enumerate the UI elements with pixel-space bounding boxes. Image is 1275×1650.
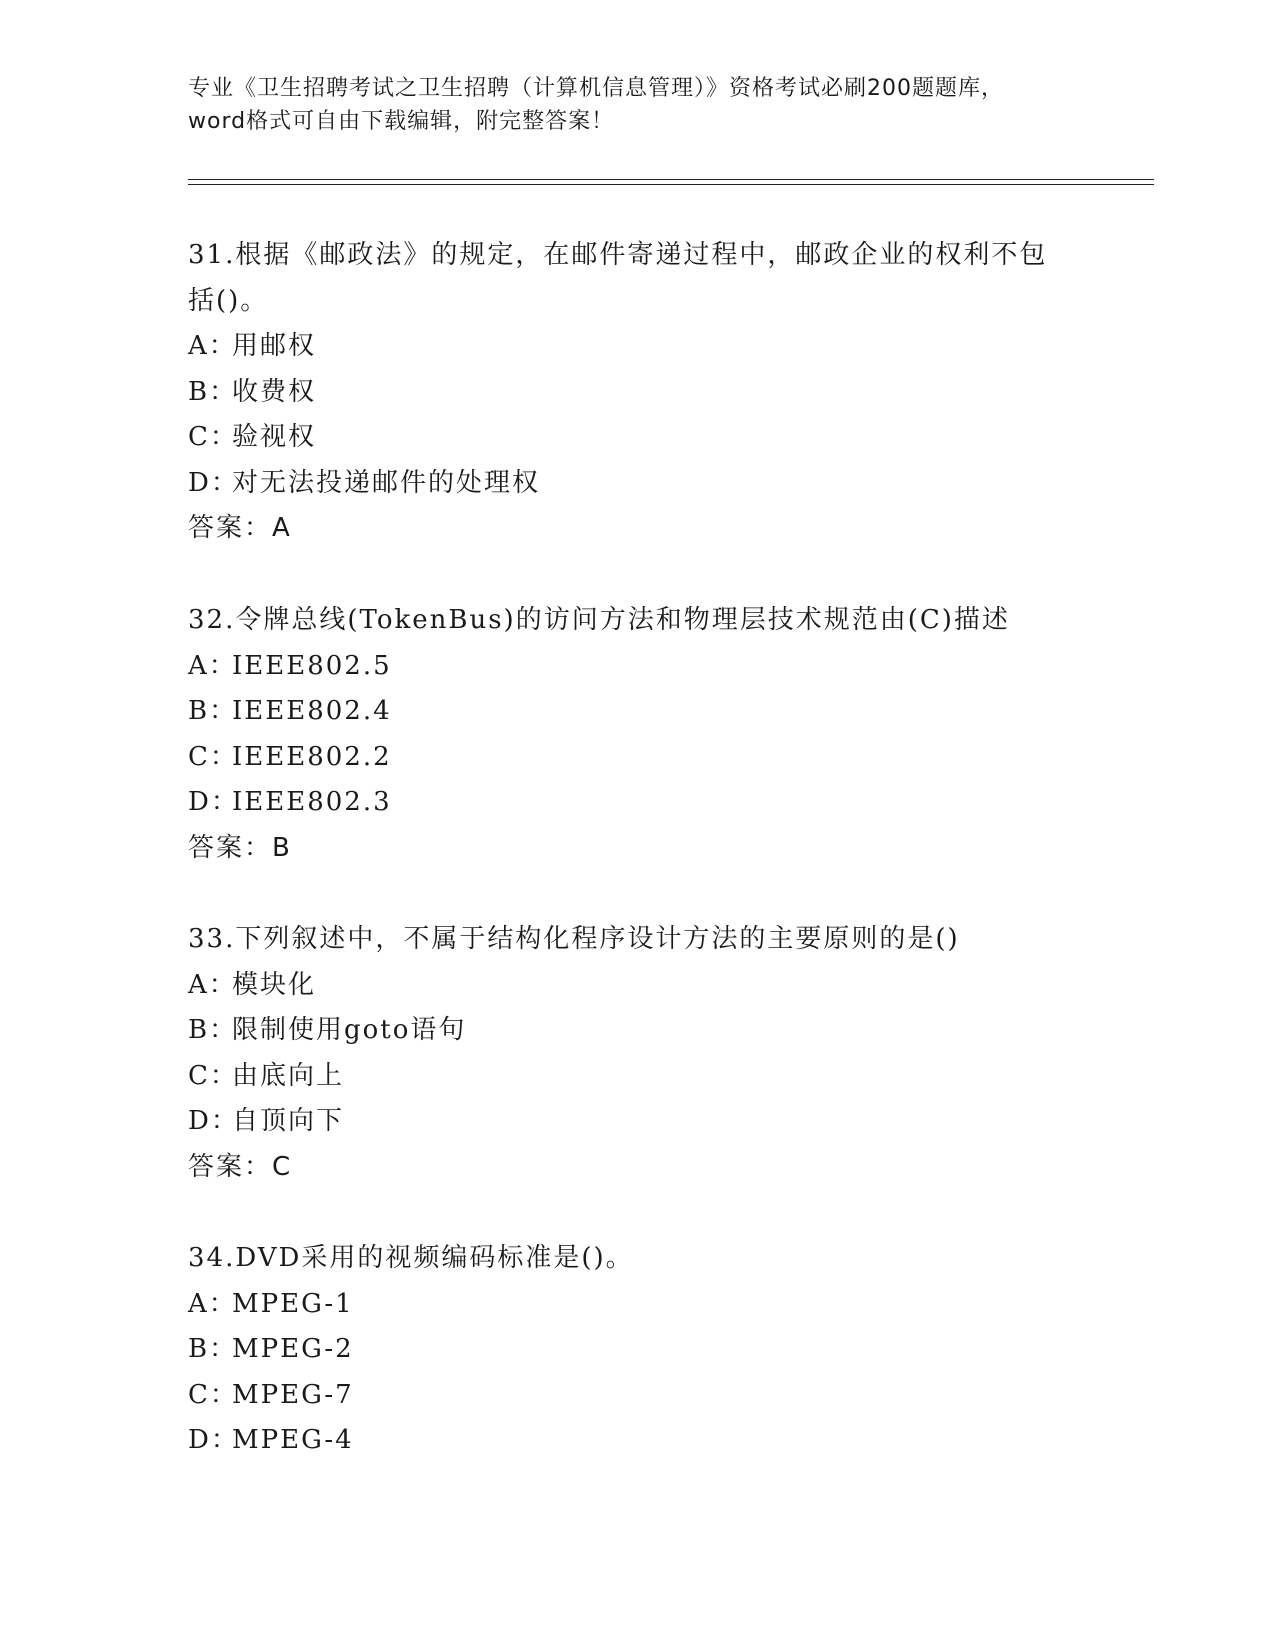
question-text-line: 34.DVD采用的视频编码标准是()。 [188,1243,634,1273]
option-letter: A： [188,1288,237,1319]
option-text: 由底向上 [232,1060,345,1091]
question-text-line: 32.令牌总线(TokenBus)的访问方法和物理层技术规范由(C)描述 [188,605,1010,635]
option-letter: D： [188,1425,239,1455]
question-text-line: 括()。 [188,285,269,316]
option-text: IEEE802.3 [232,787,392,817]
option-b [188,1327,1088,1373]
option-letter: A： [188,650,237,681]
header-divider-bottom [188,184,1154,185]
option-b [188,1008,1088,1054]
answer-line: 答案：A [188,513,292,543]
option-letter: B： [188,1015,238,1045]
document-header [188,72,1088,138]
option-c [188,415,1088,461]
option-text: 验视权 [232,422,317,452]
question-34 [188,1236,1088,1464]
question-31 [188,233,1088,552]
option-letter: A： [188,331,237,361]
option-text: MPEG-4 [232,1425,354,1455]
answer-line: 答案：B [188,832,292,863]
option-b [188,689,1088,735]
option-letter: D： [188,467,239,498]
option-a [188,963,1088,1009]
answer-line: 答案：C [188,1151,293,1182]
option-letter: B： [188,376,238,407]
option-d [188,1418,1088,1464]
option-text: IEEE802.2 [232,741,392,772]
option-text: 收费权 [232,376,317,407]
option-text: 模块化 [232,969,317,1000]
option-letter: C： [188,422,238,452]
option-letter: C： [188,1379,238,1410]
option-d [188,780,1088,826]
option-letter: B： [188,1334,238,1364]
option-letter: C： [188,1060,238,1091]
header-title-line-2: word格式可自由下载编辑，附完整答案！ [188,109,615,134]
option-text: 限制使用goto语句 [232,1015,467,1045]
question-text-line: 33.下列叙述中，不属于结构化程序设计方法的主要原则的是() [188,924,960,954]
option-a [188,324,1088,370]
option-text: 自顶向下 [232,1106,345,1136]
option-text: MPEG-1 [232,1288,354,1319]
question-32 [188,598,1088,871]
option-text: 用邮权 [232,331,317,361]
option-text: IEEE802.4 [232,696,392,726]
option-text: IEEE802.5 [232,650,392,681]
option-a [188,1282,1088,1328]
question-33 [188,917,1088,1190]
question-text-line: 31.根据《邮政法》的规定，在邮件寄递过程中，邮政企业的权利不包 [188,240,1048,270]
option-a [188,644,1088,690]
option-letter: B： [188,696,238,726]
header-divider-top [188,179,1154,180]
option-c [188,735,1088,781]
option-c [188,1373,1088,1419]
option-text: MPEG-7 [232,1379,354,1410]
option-letter: C： [188,741,238,772]
option-text: 对无法投递邮件的处理权 [232,467,541,498]
option-d [188,1099,1088,1145]
header-title-line-1: 专业《卫生招聘考试之卫生招聘（计算机信息管理）》资格考试必刷200题题库， [188,76,1004,101]
option-c [188,1054,1088,1100]
option-letter: D： [188,787,239,817]
option-b [188,370,1088,416]
option-d [188,461,1088,507]
option-text: MPEG-2 [232,1334,354,1364]
option-letter: D： [188,1106,239,1136]
option-letter: A： [188,969,237,1000]
